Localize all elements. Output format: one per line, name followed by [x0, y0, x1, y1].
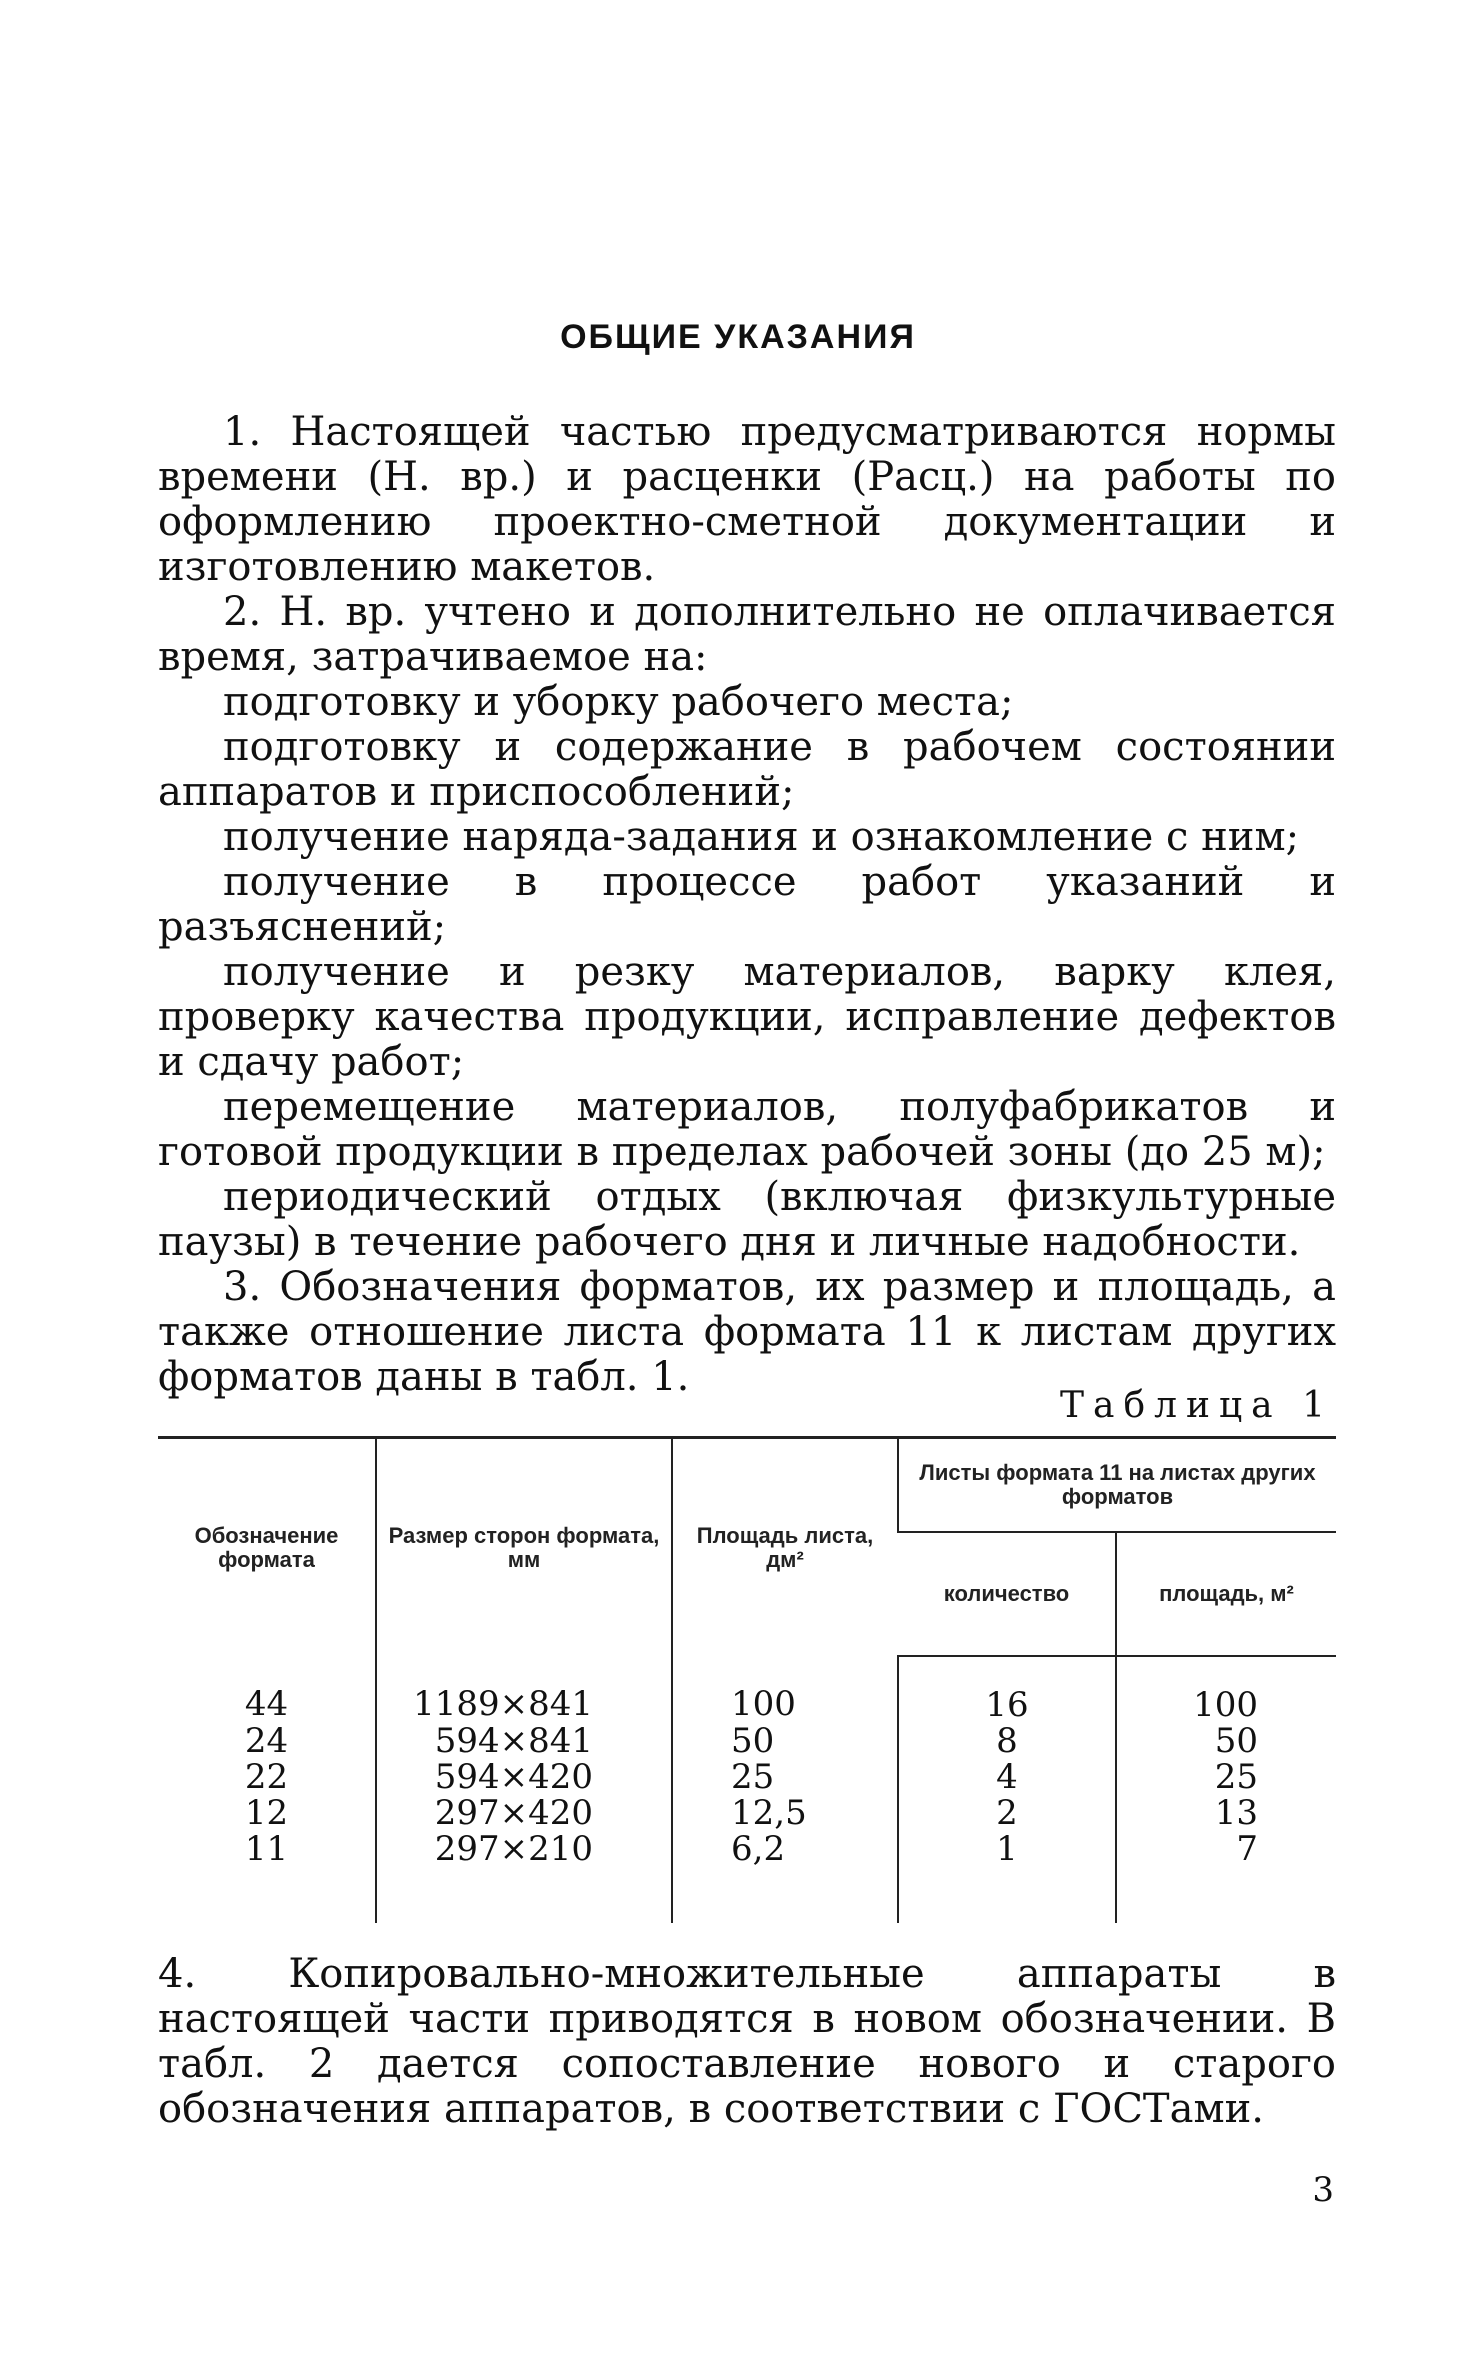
cell-count: 2 — [898, 1795, 1116, 1831]
header-area: Площадь листа, дм² — [672, 1438, 898, 1657]
cell-area: 12,5 — [672, 1795, 898, 1831]
cell-sq: 50 — [1116, 1723, 1336, 1759]
header-sq: площадь, м² — [1116, 1532, 1336, 1656]
table-row — [158, 1656, 1336, 1723]
paragraph-3: 3. Обозначения форматов, их размер и площадь, а также отношение листа формата 11 к листам других форматов даны в табл. 1. — [158, 1264, 1336, 1400]
cell-size: 594×841 — [376, 1723, 672, 1759]
cell-designation: 12 — [244, 1793, 289, 1833]
cell-designation: 44 — [244, 1684, 289, 1724]
cell-size: 297×210 — [376, 1831, 672, 1923]
cell-area: 100 — [672, 1656, 898, 1723]
cell-size: 594×420 — [376, 1759, 672, 1795]
list-item: получение и резку материалов, варку клея, проверку качества продукции, исправление дефектов и сдачу работ; — [158, 949, 1336, 1085]
cell-designation: 22 — [244, 1757, 289, 1797]
formats-table — [158, 1436, 1336, 1923]
section-heading: ОБЩИЕ УКАЗАНИЯ — [560, 318, 916, 356]
cell-designation: 11 — [244, 1829, 289, 1869]
body-text — [158, 410, 1336, 1400]
cell-size: 297×420 — [376, 1795, 672, 1831]
list-item: получение в процессе работ указаний и разъяснений; — [158, 859, 1336, 950]
cell-sq: 7 — [1116, 1831, 1336, 1923]
list-item: перемещение материалов, полуфабрикатов и готовой продукции в пределах рабочей зоны (до 25 м); — [158, 1084, 1336, 1175]
page-number: 3 — [1312, 2170, 1334, 2210]
formats-table-wrapper — [158, 1436, 1336, 1923]
paragraph-2: 2. Н. вр. учтено и дополнительно не оплачивается время, затрачиваемое на: — [158, 589, 1336, 680]
list-item: периодический отдых (включая физкультурные паузы) в течение рабочего дня и личные надобности. — [158, 1174, 1336, 1265]
cell-area: 25 — [672, 1759, 898, 1795]
cell-area: 6,2 — [672, 1831, 898, 1923]
cell-sq: 13 — [1116, 1795, 1336, 1831]
paragraph-1: 1. Настоящей частью предусматриваются нормы времени (Н. вр.) и расценки (Расц.) на работы по оформлению проектно-сметной документации и изготовлению макетов. — [158, 409, 1336, 590]
list-item: подготовку и содержание в рабочем состоянии аппаратов и приспособлений; — [158, 724, 1336, 815]
table-row — [158, 1759, 1336, 1795]
table-row — [158, 1795, 1336, 1831]
table-row — [158, 1831, 1336, 1923]
header-designation: Обозначение формата — [158, 1438, 376, 1657]
cell-sq: 100 — [1116, 1656, 1336, 1723]
cell-sq: 25 — [1116, 1759, 1336, 1795]
list-item: подготовку и уборку рабочего места; — [223, 679, 1014, 725]
cell-count: 1 — [898, 1831, 1116, 1923]
list-item: получение наряда-задания и ознакомление с ним; — [223, 814, 1300, 860]
cell-count: 8 — [898, 1723, 1116, 1759]
header-count: количество — [898, 1532, 1116, 1656]
table-row — [158, 1723, 1336, 1759]
table-caption: Таблица 1 — [1060, 1385, 1334, 1426]
cell-count: 16 — [898, 1656, 1116, 1723]
cell-area: 50 — [672, 1723, 898, 1759]
paragraph-4: 4. Копировально-множительные аппараты в настоящей части приводятся в новом обозначении. В табл. 2 дается сопоставление нового и старого обозначения аппаратов, в соответствии с ГОСТами. — [158, 1951, 1336, 2132]
cell-designation: 24 — [244, 1721, 289, 1761]
header-size: Размер сторон формата, мм — [376, 1438, 672, 1657]
header-group: Листы формата 11 на листах других форматов — [898, 1438, 1336, 1533]
cell-size: 1189×841 — [376, 1656, 672, 1723]
cell-count: 4 — [898, 1759, 1116, 1795]
